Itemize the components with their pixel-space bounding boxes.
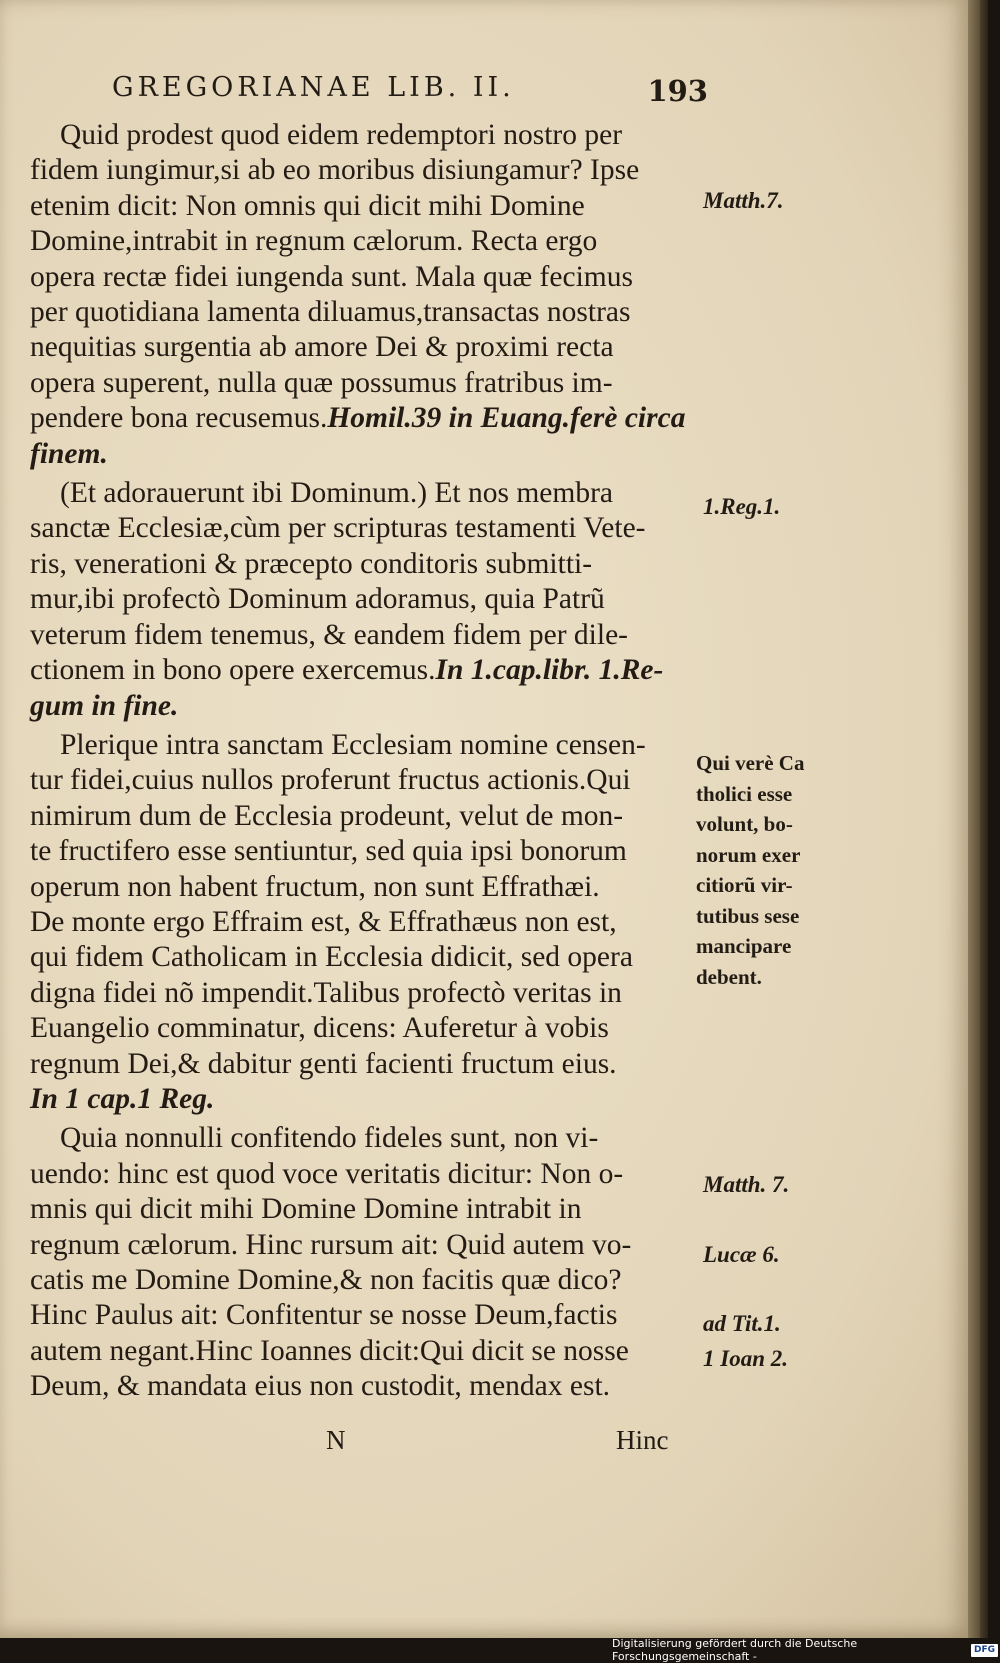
text-line: digna fidei nõ impendit.Talibus profectò veritas in <box>30 976 622 1009</box>
dfg-logo-icon: DFG <box>971 1644 998 1657</box>
margin-note-reg: 1.Reg.1. <box>703 494 781 519</box>
text-line: Quia nonnulli confitendo fideles sunt, non vi- <box>60 1122 599 1155</box>
page-edge <box>968 0 980 1638</box>
catchword: Hinc <box>616 1425 669 1455</box>
side-note-line: debent. <box>696 964 762 989</box>
text-line: operum non habent fructum, non sunt Effrathæi. <box>30 870 600 903</box>
margin-note-luc: Lucæ 6. <box>703 1242 780 1267</box>
paragraph-2 <box>30 476 698 724</box>
text-line: per quotidiana lamenta diluamus,transactas nostras <box>30 296 631 329</box>
text-line: Quid prodest quod eidem redemptori nostro per <box>60 119 623 151</box>
page-header <box>112 72 708 108</box>
text-fragment: pendere bona recusemus. <box>30 402 328 435</box>
paragraph-3 <box>30 728 698 1117</box>
text-line: mur,ibi profectò Dominum adoramus, quia Patrũ <box>30 583 605 616</box>
text-line: fidem iungimur,si ab eo moribus disiungamur? Ipse <box>30 154 640 187</box>
page-number: 193 <box>647 74 708 108</box>
text-line: nequitias surgentia ab amore Dei & proximi recta <box>30 331 614 364</box>
footer-text: Digitalisierung gefördert durch die Deutsche Forschungsgemeinschaft - <box>612 1637 858 1663</box>
side-note-line: citiorũ vir- <box>696 873 793 897</box>
text-line <box>30 653 698 688</box>
signature-mark: N <box>326 1425 346 1455</box>
text-line: sanctæ Ecclesiæ,cùm per scripturas testamenti Vete- <box>30 512 646 545</box>
margin-note-tit: ad Tit.1. <box>703 1311 781 1336</box>
side-note-line: volunt, bo- <box>696 812 793 836</box>
text-line: Euangelio comminatur, dicens: Auferetur à vobis <box>30 1012 609 1045</box>
text-line: (Et adorauerunt ibi Dominum.) Et nos membra <box>60 477 613 510</box>
source-citation: gum in fine. <box>30 689 179 722</box>
text-line: autem negant.Hinc Ioannes dicit:Qui dicit se nosse <box>30 1334 629 1367</box>
text-line: De monte ergo Effraim est, & Effrathæus non est, <box>30 905 617 938</box>
text-line: Domine,intrabit in regnum cælorum. Recta ergo <box>30 225 598 258</box>
text-fragment: ctionem in bono opere exercemus. <box>30 654 436 687</box>
text-line: uendo: hinc est quod voce veritatis dicitur: Non o- <box>30 1157 624 1190</box>
book-edge <box>980 0 988 1638</box>
side-note-line: norum exer <box>696 842 801 867</box>
text-line: ris, venerationi & præcepto conditoris submitti- <box>30 547 593 580</box>
text-line: mnis qui dicit mihi Domine Domine intrabit in <box>30 1193 582 1226</box>
text-line: nimirum dum de Ecclesia prodeunt, velut de mon- <box>30 799 624 832</box>
text-line <box>30 401 698 436</box>
side-note-line: mancipare <box>696 934 792 958</box>
source-citation: In 1.cap.libr. 1.Re- <box>435 654 664 687</box>
text-line: tur fidei,cuius nullos proferunt fructus actionis.Qui <box>30 764 631 797</box>
side-note-line: tutibus sese <box>696 903 800 928</box>
text-line: catis me Domine Domine,& non facitis quæ dico? <box>30 1264 622 1296</box>
paragraph-4 <box>30 1121 698 1404</box>
text-line: regnum cælorum. Hinc rursum ait: Quid autem vo- <box>30 1228 632 1261</box>
footer-credit <box>612 1637 998 1663</box>
source-citation: In 1 cap.1 Reg. <box>30 1082 215 1115</box>
text-line: regnum Dei,& dabitur genti facienti fructum eius. <box>30 1047 617 1080</box>
text-line: Plerique intra sanctam Ecclesiam nomine censen- <box>60 728 646 761</box>
side-note-line: tholici esse <box>696 781 793 806</box>
margin-note-catholici <box>696 748 846 992</box>
source-citation: Homil.39 in Euang.ferè circa <box>327 402 686 435</box>
text-line: Deum, & mandata eius non custodit, mendax est. <box>30 1370 611 1403</box>
running-title: GREGORIANAE LIB. II. <box>112 72 515 103</box>
text-line: qui fidem Catholicam in Ecclesia didicit, sed opera <box>30 941 633 974</box>
text-line: veterum fidem tenemus, & eandem fidem per dile- <box>30 618 628 651</box>
text-line: Hinc Paulus ait: Confitentur se nosse Deum,factis <box>30 1299 618 1332</box>
margin-note-matth-2: Matth. 7. <box>703 1172 790 1197</box>
side-note-line: Qui verè Ca <box>696 751 805 775</box>
text-line: etenim dicit: Non omnis qui dicit mihi Domine <box>30 189 585 222</box>
margin-note-matth: Matth.7. <box>703 188 784 213</box>
text-line: opera rectæ fidei iungenda sunt. Mala quæ fecimus <box>30 260 633 293</box>
margin-note-ioan: 1 Ioan 2. <box>703 1346 788 1371</box>
source-citation: finem. <box>30 437 108 470</box>
text-line: opera superent, nulla quæ possumus fratribus im- <box>30 366 613 399</box>
text-line: te fructifero esse sentiuntur, sed quia ipsi bonorum <box>30 835 627 868</box>
main-text <box>30 118 698 1409</box>
paragraph-1 <box>30 118 698 472</box>
